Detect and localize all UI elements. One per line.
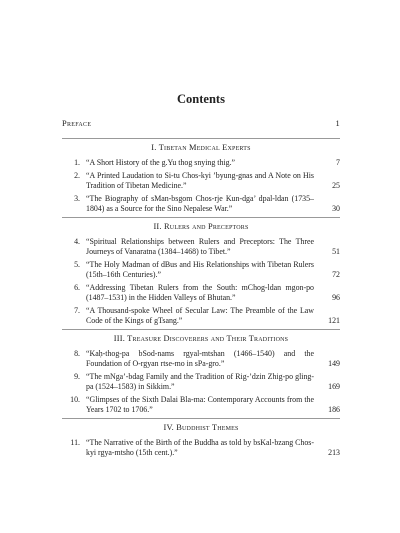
section-divider [62, 217, 340, 218]
entry-page-number: 169 [328, 382, 340, 391]
section-divider [62, 329, 340, 330]
section-heading: IV. Buddhist Themes [163, 423, 239, 432]
entry-title: “The Biography of sMan-bsgom Chos-rje Kun-dga’ dpal-ldan (1735–1804) as a Source for the Sino Nepalese War.” [86, 194, 314, 213]
preface-label: Preface [62, 119, 92, 128]
preface-page: 1 [335, 119, 340, 128]
toc-entry[interactable] [62, 372, 340, 392]
toc-entry[interactable] [62, 438, 340, 458]
toc-entry[interactable] [62, 395, 340, 415]
contents-page [62, 92, 340, 461]
entry-page-number: 213 [328, 448, 340, 457]
entry-title: “A Printed Laudation to Si-tu Chos-kyi ’byung-gnas and A Note on His Tradition of Tibetan Medicine.” [86, 171, 314, 190]
entry-page-number: 186 [328, 405, 340, 414]
section-heading: II. Rulers and Preceptors [153, 222, 249, 231]
entry-number: 11. [70, 438, 80, 447]
entry-title: “A Thousand-spoke Wheel of Secular Law: The Preamble of the Law Code of the Kings of gTsang.” [86, 306, 314, 325]
section-heading: III. Treasure Discoverers and Their Traditions [113, 334, 289, 343]
entry-page-number: 30 [332, 204, 340, 213]
entry-title: “The Narrative of the Birth of the Buddha as told by bsKal-bzang Chos-kyi rgya-mtsho (15th cent.).” [86, 438, 314, 457]
entry-page-number: 121 [328, 316, 340, 325]
entry-title: “A Short History of the g.Yu thog snying thig.” [86, 158, 236, 167]
toc-entry[interactable] [62, 349, 340, 369]
toc-section [62, 329, 340, 415]
entry-title: “The mNga’-bdag Family and the Tradition of Rig-’dzin Zhig-po gling-pa (1524–1583) in Sikkim.” [86, 372, 314, 391]
section-heading: I. Tibetan Medical Experts [151, 143, 251, 152]
entry-page-number: 25 [332, 181, 340, 190]
entry-number: 6. [74, 283, 80, 292]
toc-entry[interactable] [62, 283, 340, 303]
page-title: Contents [177, 92, 225, 106]
toc-section [62, 138, 340, 214]
entry-page-number: 7 [336, 158, 340, 167]
entry-title: “Glimpses of the Sixth Dalai Bla-ma: Contemporary Accounts from the Years 1702 to 1706.” [86, 395, 314, 414]
toc-entry[interactable] [62, 158, 340, 168]
entry-number: 4. [74, 237, 80, 246]
entry-number: 8. [74, 349, 80, 358]
section-divider [62, 138, 340, 139]
entry-number: 9. [74, 372, 80, 381]
section-divider [62, 418, 340, 419]
sections-container [62, 138, 340, 458]
entry-number: 3. [74, 194, 80, 203]
toc-section [62, 418, 340, 458]
toc-entry[interactable] [62, 171, 340, 191]
entry-number: 5. [74, 260, 80, 269]
entry-title: “The Holy Madman of dBus and His Relationships with Tibetan Rulers (15th–16th Centuries).” [86, 260, 314, 279]
entry-number: 2. [74, 171, 80, 180]
entry-page-number: 72 [332, 270, 340, 279]
toc-entry[interactable] [62, 260, 340, 280]
entry-number: 7. [74, 306, 80, 315]
preface-entry[interactable] [62, 119, 340, 128]
entry-number: 1. [74, 158, 80, 167]
toc-section [62, 217, 340, 326]
entry-title: “Spiritual Relationships between Rulers and Preceptors: The Three Journeys of Vanaratna (1384–1468) to Tibet.” [86, 237, 314, 256]
toc-entry[interactable] [62, 237, 340, 257]
entry-page-number: 149 [328, 359, 340, 368]
entry-number: 10. [70, 395, 80, 404]
entry-page-number: 96 [332, 293, 340, 302]
toc-entry[interactable] [62, 306, 340, 326]
entry-page-number: 51 [332, 247, 340, 256]
entry-title: “Addressing Tibetan Rulers from the South: mChog-ldan mgon-po (1487–1531) in the Hidden Valleys of Bhutan.” [86, 283, 314, 302]
entry-title: “Kaḥ-thog-pa bSod-nams rgyal-mtshan (1466–1540) and the Foundation of O-rgyan rtse-mo in sPa-gro.” [86, 349, 314, 368]
toc-entry[interactable] [62, 194, 340, 214]
